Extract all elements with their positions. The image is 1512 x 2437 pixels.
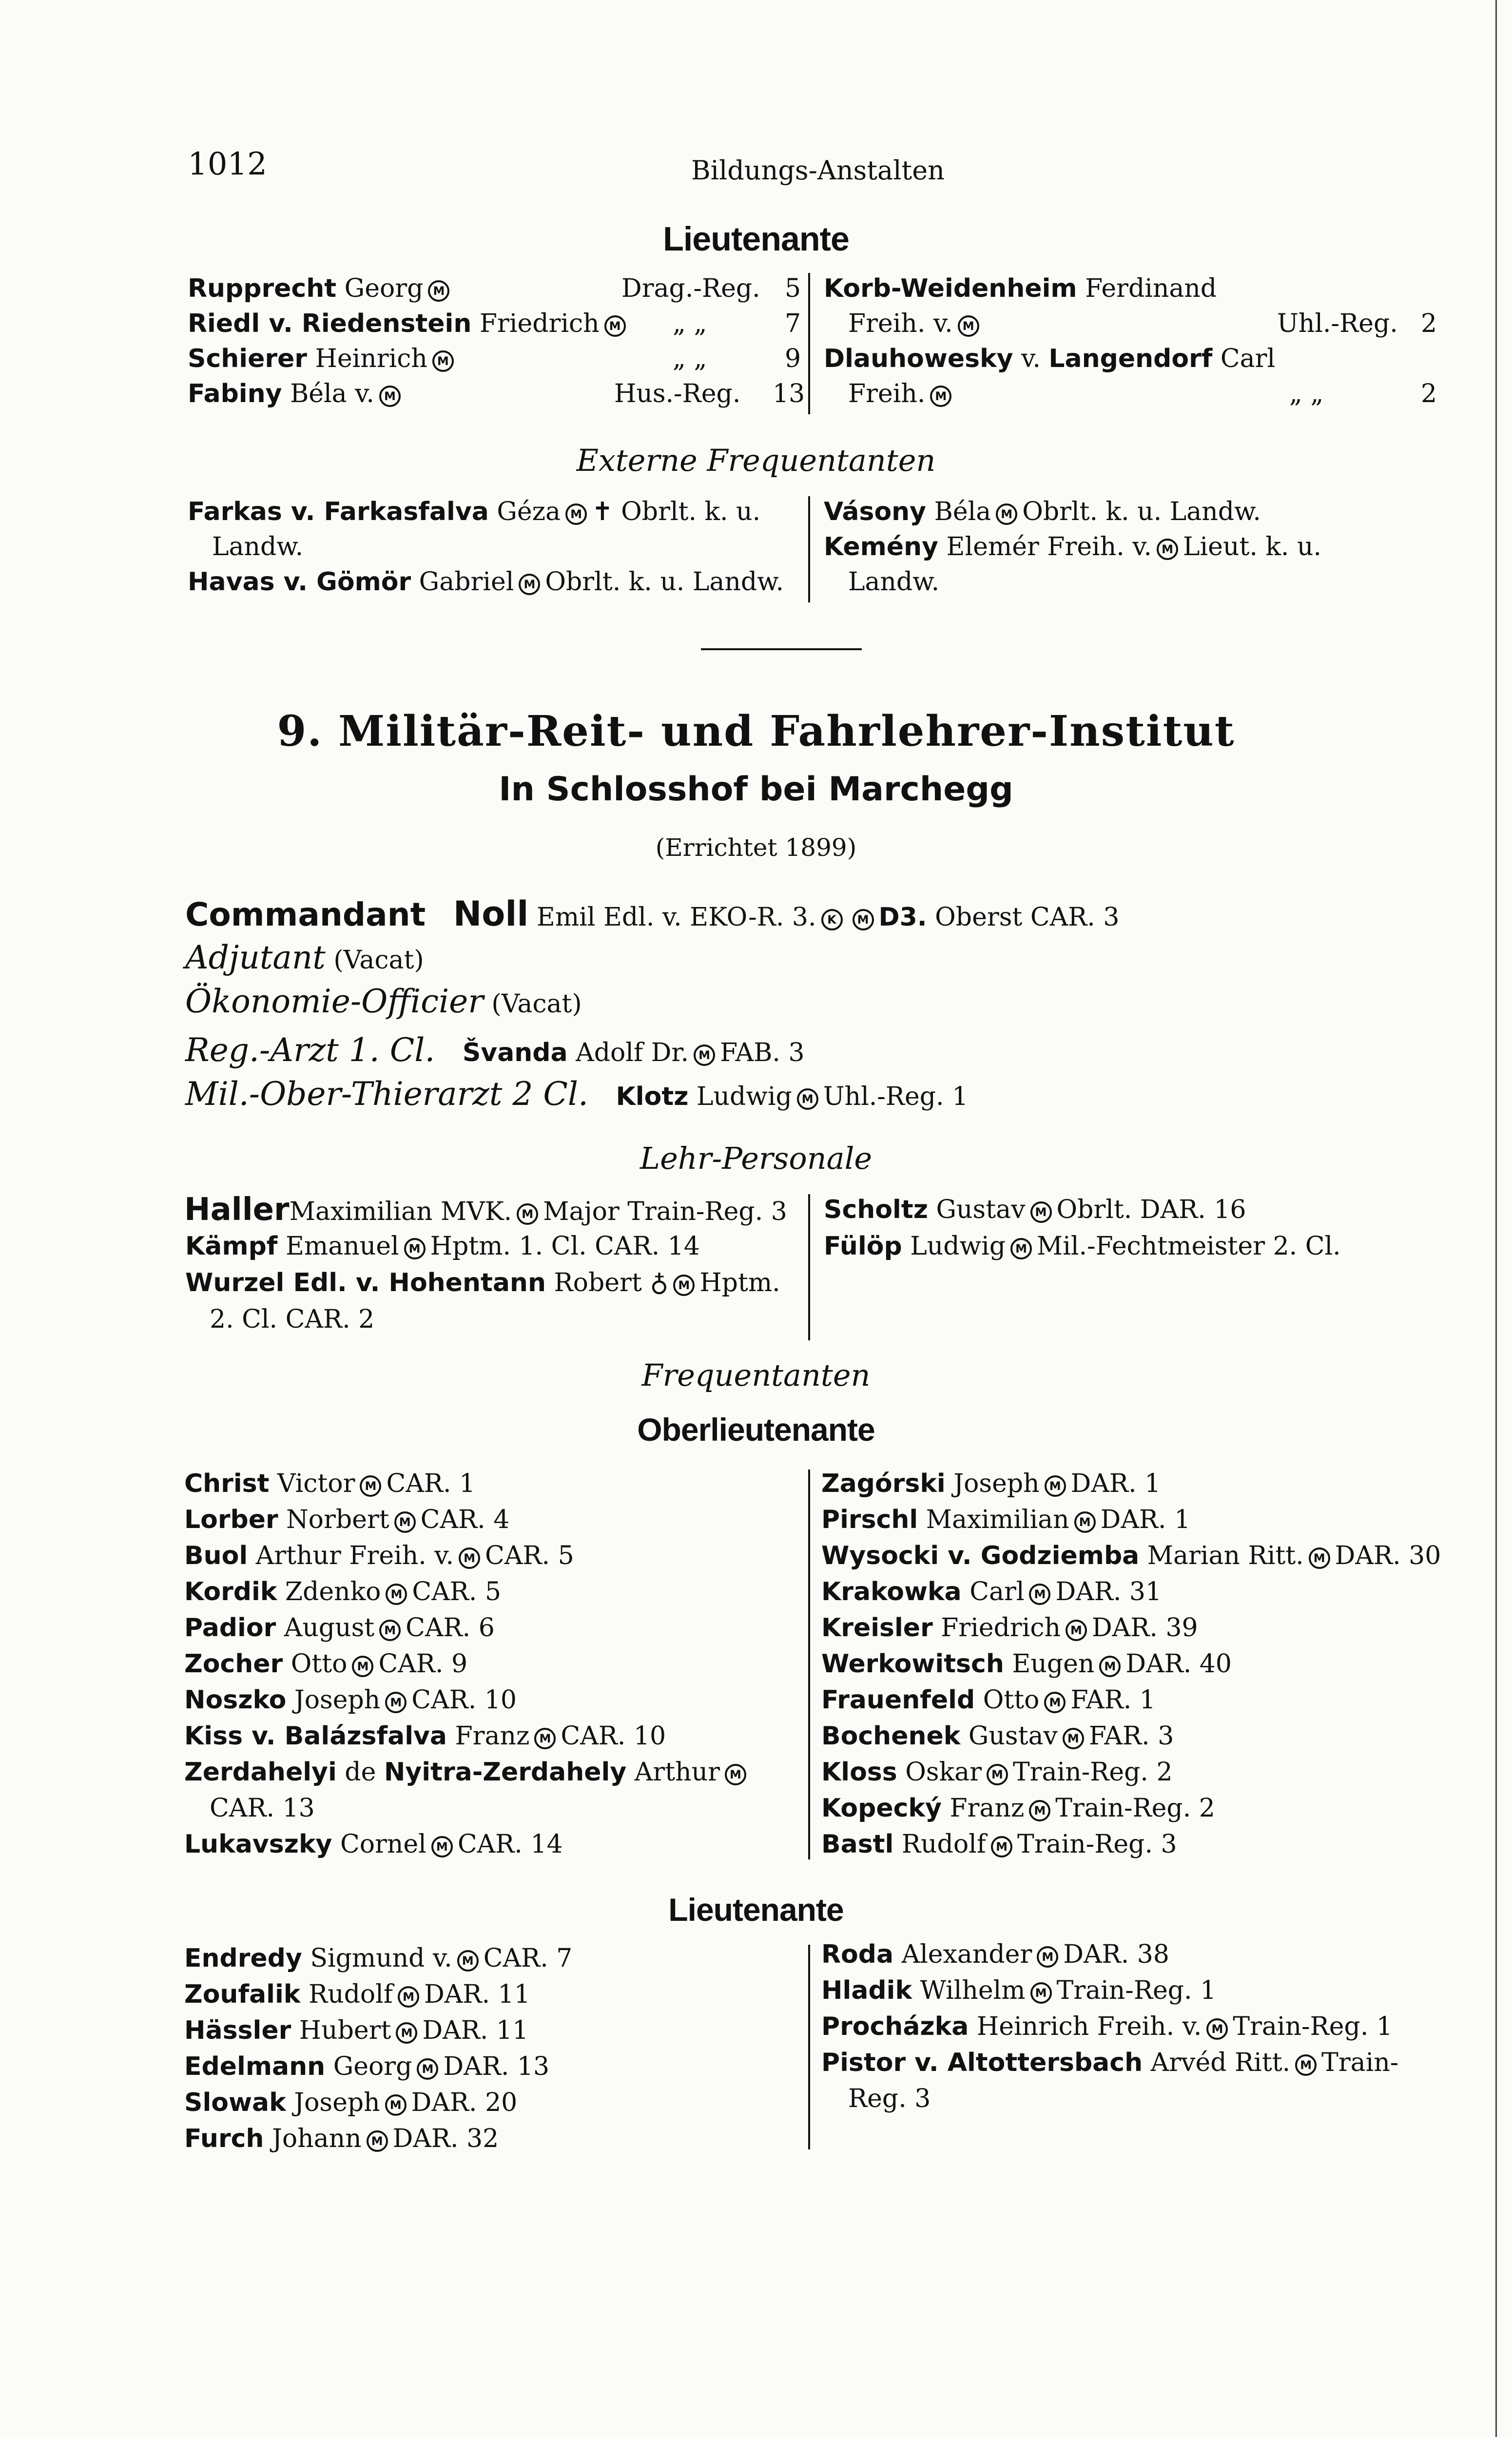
m-badge-icon: M [517, 1203, 538, 1225]
list-item: Rupprecht Georg M [188, 273, 454, 304]
list-item: HallerMaximilian MVK. M Major Train-Reg. 3 [184, 1192, 787, 1228]
doctor-row: Reg.-Arzt 1. Cl. Švanda Adolf Dr. M FAB. 3 [185, 1031, 805, 1069]
list-item-continuation: Landw. [212, 532, 304, 561]
list-item: Zoufalik Rudolf M DAR. 11 [184, 1980, 530, 2009]
cross-icon: ✝ [592, 497, 613, 526]
m-badge-icon: M [725, 1764, 746, 1785]
person-name: Wysocki v. Godziemba [821, 1541, 1140, 1570]
commandant-row: Commandant Noll Emil Edl. v. EKO-R. 3. K M D3. Oberst CAR. 3 [185, 894, 1120, 934]
institute-founded: (Errichtet 1899) [655, 833, 857, 862]
person-name: Slowak [184, 2088, 286, 2117]
person-name: Bochenek [821, 1721, 961, 1751]
list-item: Slowak Joseph M DAR. 20 [184, 2088, 518, 2117]
m-badge-icon: M [396, 2022, 417, 2044]
m-badge-icon: M [1309, 1547, 1330, 1569]
m-badge-icon: M [404, 1238, 426, 1259]
m-badge-icon: M [1157, 539, 1178, 560]
list-item: Kämpf Emanuel M Hptm. 1. Cl. CAR. 14 [185, 1232, 700, 1261]
m-badge-icon: M [534, 1728, 556, 1749]
unit-label: Drag.-Reg. [621, 274, 760, 303]
m-badge-icon: M [428, 280, 449, 302]
person-name: Endredy [184, 1944, 302, 1973]
column-divider [808, 1194, 810, 1340]
m-badge-icon: M [1029, 1584, 1050, 1605]
column-divider [808, 496, 810, 602]
m-badge-icon: M [394, 1511, 416, 1533]
m-badge-icon: M [367, 2130, 388, 2152]
medal-icon: ♁ [650, 1268, 669, 1297]
person-name: Buol [184, 1541, 248, 1570]
list-item: Scholtz Gustav M Obrlt. DAR. 16 [824, 1195, 1246, 1224]
heading-frequentanten: Frequentanten [641, 1357, 871, 1393]
m-badge-icon: M [1099, 1656, 1121, 1677]
list-item: Korb-Weidenheim Ferdinand [824, 274, 1217, 303]
m-badge-icon: M [385, 1692, 407, 1713]
person-name: Noszko [184, 1685, 287, 1715]
m-badge-icon: M [1037, 1946, 1058, 1968]
m-badge-icon: M [417, 2058, 438, 2080]
person-name: Kopecký [821, 1794, 942, 1823]
column-divider [808, 1470, 810, 1859]
person-name: Pirschl [821, 1505, 918, 1534]
heading-externe-frequentanten: Externe Frequentanten [576, 443, 936, 478]
list-item: Bochenek Gustav M FAR. 3 [821, 1721, 1174, 1751]
econ-officer-row: Ökonomie-Officier (Vacat) [185, 983, 582, 1020]
list-item: Pirschl Maximilian M DAR. 1 [821, 1505, 1191, 1534]
institute-location: In Schlosshof bei Marchegg [499, 770, 1013, 809]
person-name: Kordik [184, 1577, 277, 1606]
list-item: Fabiny Béla v. M [188, 378, 406, 409]
list-item: Hässler Hubert M DAR. 11 [184, 2016, 529, 2045]
list-item: Buol Arthur Freih. v. M CAR. 5 [184, 1541, 574, 1570]
person-name: Edelmann [184, 2052, 326, 2081]
m-badge-icon: M [604, 315, 626, 337]
person-name: Rupprecht [188, 274, 337, 303]
list-item: Kemény Elemér Freih. v. M Lieut. k. u. [824, 532, 1321, 561]
heading-lieutenante-2: Lieutenante [668, 1892, 844, 1928]
list-item: Hladik Wilhelm M Train-Reg. 1 [821, 1976, 1217, 2005]
unit-number: 9 [785, 344, 801, 373]
adjutant-row: Adjutant (Vacat) [185, 939, 424, 976]
unit-label: Uhl.-Reg. [1277, 309, 1398, 338]
list-item: Farkas v. Farkasfalva Géza M ✝ Obrlt. k. u. [188, 497, 761, 526]
list-item: Krakowka Carl M DAR. 31 [821, 1577, 1162, 1606]
m-badge-icon: M [1066, 1620, 1087, 1641]
person-name: Zoufalik [184, 1980, 301, 2009]
m-badge-icon: M [1063, 1728, 1084, 1749]
m-badge-icon: M [673, 1275, 695, 1296]
m-badge-icon: M [379, 1620, 401, 1641]
section-divider [701, 648, 862, 650]
list-item: Wysocki v. Godziemba Marian Ritt. M DAR. 30 [821, 1541, 1441, 1570]
list-item: Kreisler Friedrich M DAR. 39 [821, 1613, 1198, 1643]
k-badge-icon: K [821, 909, 843, 930]
institute-title: 9. Militär-Reit- und Fahrlehrer-Institut [277, 707, 1235, 756]
m-badge-icon: M [1030, 1982, 1052, 2004]
heading-oberlieutenante: Oberlieutenante [637, 1412, 875, 1448]
list-item: Edelmann Georg M DAR. 13 [184, 2052, 550, 2081]
m-badge-icon: M [958, 315, 979, 337]
commandant-label: Commandant [185, 896, 426, 933]
m-badge-icon: M [457, 1950, 479, 1972]
person-name: Frauenfeld [821, 1685, 975, 1715]
m-badge-icon: M [1044, 1692, 1066, 1713]
unit-number: 7 [785, 309, 801, 338]
person-name: Schierer [188, 344, 307, 373]
person-name: Hässler [184, 2016, 291, 2045]
m-badge-icon: M [519, 574, 540, 595]
list-item: Zerdahelyi de Nyitra-Zerdahely Arthur M [184, 1757, 751, 1788]
m-badge-icon: M [352, 1656, 373, 1677]
list-item: Procházka Heinrich Freih. v. M Train-Reg. 1 [821, 2012, 1393, 2041]
list-item: Kopecký Franz M Train-Reg. 2 [821, 1794, 1215, 1823]
list-item: Bastl Rudolf M Train-Reg. 3 [821, 1830, 1177, 1859]
m-badge-icon: M [360, 1475, 381, 1497]
list-item: Lorber Norbert M CAR. 4 [184, 1505, 510, 1534]
list-item: Kloss Oskar M Train-Reg. 2 [821, 1758, 1173, 1787]
person-name: Procházka [821, 2012, 969, 2041]
person-name: Zagórski [821, 1469, 946, 1498]
m-badge-icon: M [386, 1584, 407, 1605]
heading-lehr-personale: Lehr-Personale [640, 1141, 872, 1176]
m-badge-icon: M [385, 2094, 407, 2116]
list-item: Fülöp Ludwig M Mil.-Fechtmeister 2. Cl. [824, 1232, 1341, 1261]
m-badge-icon: M [459, 1547, 480, 1569]
m-badge-icon: M [565, 503, 587, 525]
person-name: Kiss v. Balázsfalva [184, 1721, 447, 1751]
list-item: Roda Alexander M DAR. 38 [821, 1940, 1169, 1969]
m-badge-icon: M [398, 1986, 419, 2008]
person-name: Krakowka [821, 1577, 962, 1606]
list-item: Dlauhowesky v. Langendorf Carl [824, 344, 1276, 373]
m-badge-icon: M [1295, 2054, 1317, 2076]
m-badge-icon: M [853, 909, 874, 930]
person-name: Hladik [821, 1976, 912, 2005]
m-badge-icon: M [1074, 1511, 1096, 1533]
person-name: Riedl v. Riedenstein [188, 309, 472, 338]
person-name: Christ [184, 1469, 270, 1498]
list-item: Frauenfeld Otto M FAR. 1 [821, 1685, 1156, 1715]
column-divider [808, 273, 810, 414]
person-name: Padior [184, 1613, 276, 1643]
unit-number: 2 [1421, 379, 1437, 408]
unit-label: „ „ [1289, 379, 1324, 408]
list-item-continuation: Reg. 3 [848, 2084, 931, 2113]
person-name: Bastl [821, 1830, 894, 1859]
list-item: Endredy Sigmund v. M CAR. 7 [184, 1944, 573, 1973]
list-item: Christ Victor M CAR. 1 [184, 1469, 476, 1498]
person-name: Noll [453, 894, 529, 934]
m-badge-icon: M [930, 386, 951, 407]
m-badge-icon: M [1010, 1238, 1032, 1259]
m-badge-icon: M [991, 1836, 1012, 1857]
list-item: Padior August M CAR. 6 [184, 1613, 495, 1643]
m-badge-icon: M [379, 386, 401, 407]
list-item: Pistor v. Altottersbach Arvéd Ritt. M Train- [821, 2048, 1399, 2077]
list-item: Zocher Otto M CAR. 9 [184, 1649, 468, 1679]
person-name: Lorber [184, 1505, 278, 1534]
unit-number: 2 [1421, 309, 1437, 338]
list-item: Havas v. Gömör Gabriel M Obrlt. k. u. Landw. [188, 567, 784, 597]
person-name: Kreisler [821, 1613, 933, 1643]
list-item: Lukavszky Cornel M CAR. 14 [184, 1830, 563, 1859]
list-item: Riedl v. Riedenstein Friedrich M [188, 308, 631, 339]
m-badge-icon: M [694, 1044, 715, 1066]
column-divider [808, 1945, 810, 2149]
m-badge-icon: M [432, 350, 454, 372]
m-badge-icon: M [996, 503, 1017, 525]
list-item-continuation: 2. Cl. CAR. 2 [210, 1305, 375, 1334]
person-name: Roda [821, 1940, 894, 1969]
list-item: Vásony Béla M Obrlt. k. u. Landw. [824, 497, 1261, 526]
m-badge-icon: M [1206, 2018, 1228, 2040]
person-name: Zocher [184, 1649, 283, 1679]
m-badge-icon: M [987, 1764, 1008, 1785]
m-badge-icon: M [1029, 1800, 1050, 1821]
list-item: Kiss v. Balázsfalva Franz M CAR. 10 [184, 1721, 666, 1751]
list-item: Noszko Joseph M CAR. 10 [184, 1685, 517, 1715]
m-badge-icon: M [1045, 1475, 1066, 1497]
m-badge-icon: M [797, 1088, 818, 1110]
list-item: Werkowitsch Eugen M DAR. 40 [821, 1649, 1232, 1679]
page-edge-line [1495, 0, 1497, 2437]
unit-label: „ „ [673, 344, 707, 373]
veterinarian-row: Mil.-Ober-Thierarzt 2 Cl. Klotz Ludwig M Uhl.-Reg. 1 [185, 1075, 969, 1113]
unit-label: „ „ [673, 309, 707, 338]
list-item: Freih. M [848, 378, 956, 409]
unit-number: 13 [773, 379, 805, 408]
m-badge-icon: M [431, 1836, 453, 1857]
unit-number: 5 [785, 274, 801, 303]
list-item: Wurzel Edl. v. Hohentann Robert ♁ M Hptm. [185, 1268, 780, 1297]
list-item: Furch Johann M DAR. 32 [184, 2124, 499, 2153]
list-item-continuation: CAR. 13 [210, 1794, 315, 1823]
person-name: Fabiny [188, 379, 282, 408]
list-item: Schierer Heinrich M [188, 343, 459, 374]
person-name: Furch [184, 2124, 264, 2153]
list-item: Freih. v. M [848, 308, 984, 339]
person-name: Kloss [821, 1758, 897, 1787]
unit-label: Hus.-Reg. [614, 379, 741, 408]
page-number: 1012 [188, 146, 267, 182]
person-name: Werkowitsch [821, 1649, 1004, 1679]
list-item: Zagórski Joseph M DAR. 1 [821, 1469, 1161, 1498]
m-badge-icon: M [1030, 1201, 1052, 1223]
list-item-continuation: Landw. [848, 567, 940, 597]
running-title: Bildungs-Anstalten [691, 155, 945, 186]
heading-lieutenante-1: Lieutenante [663, 220, 849, 258]
list-item: Kordik Zdenko M CAR. 5 [184, 1577, 502, 1606]
